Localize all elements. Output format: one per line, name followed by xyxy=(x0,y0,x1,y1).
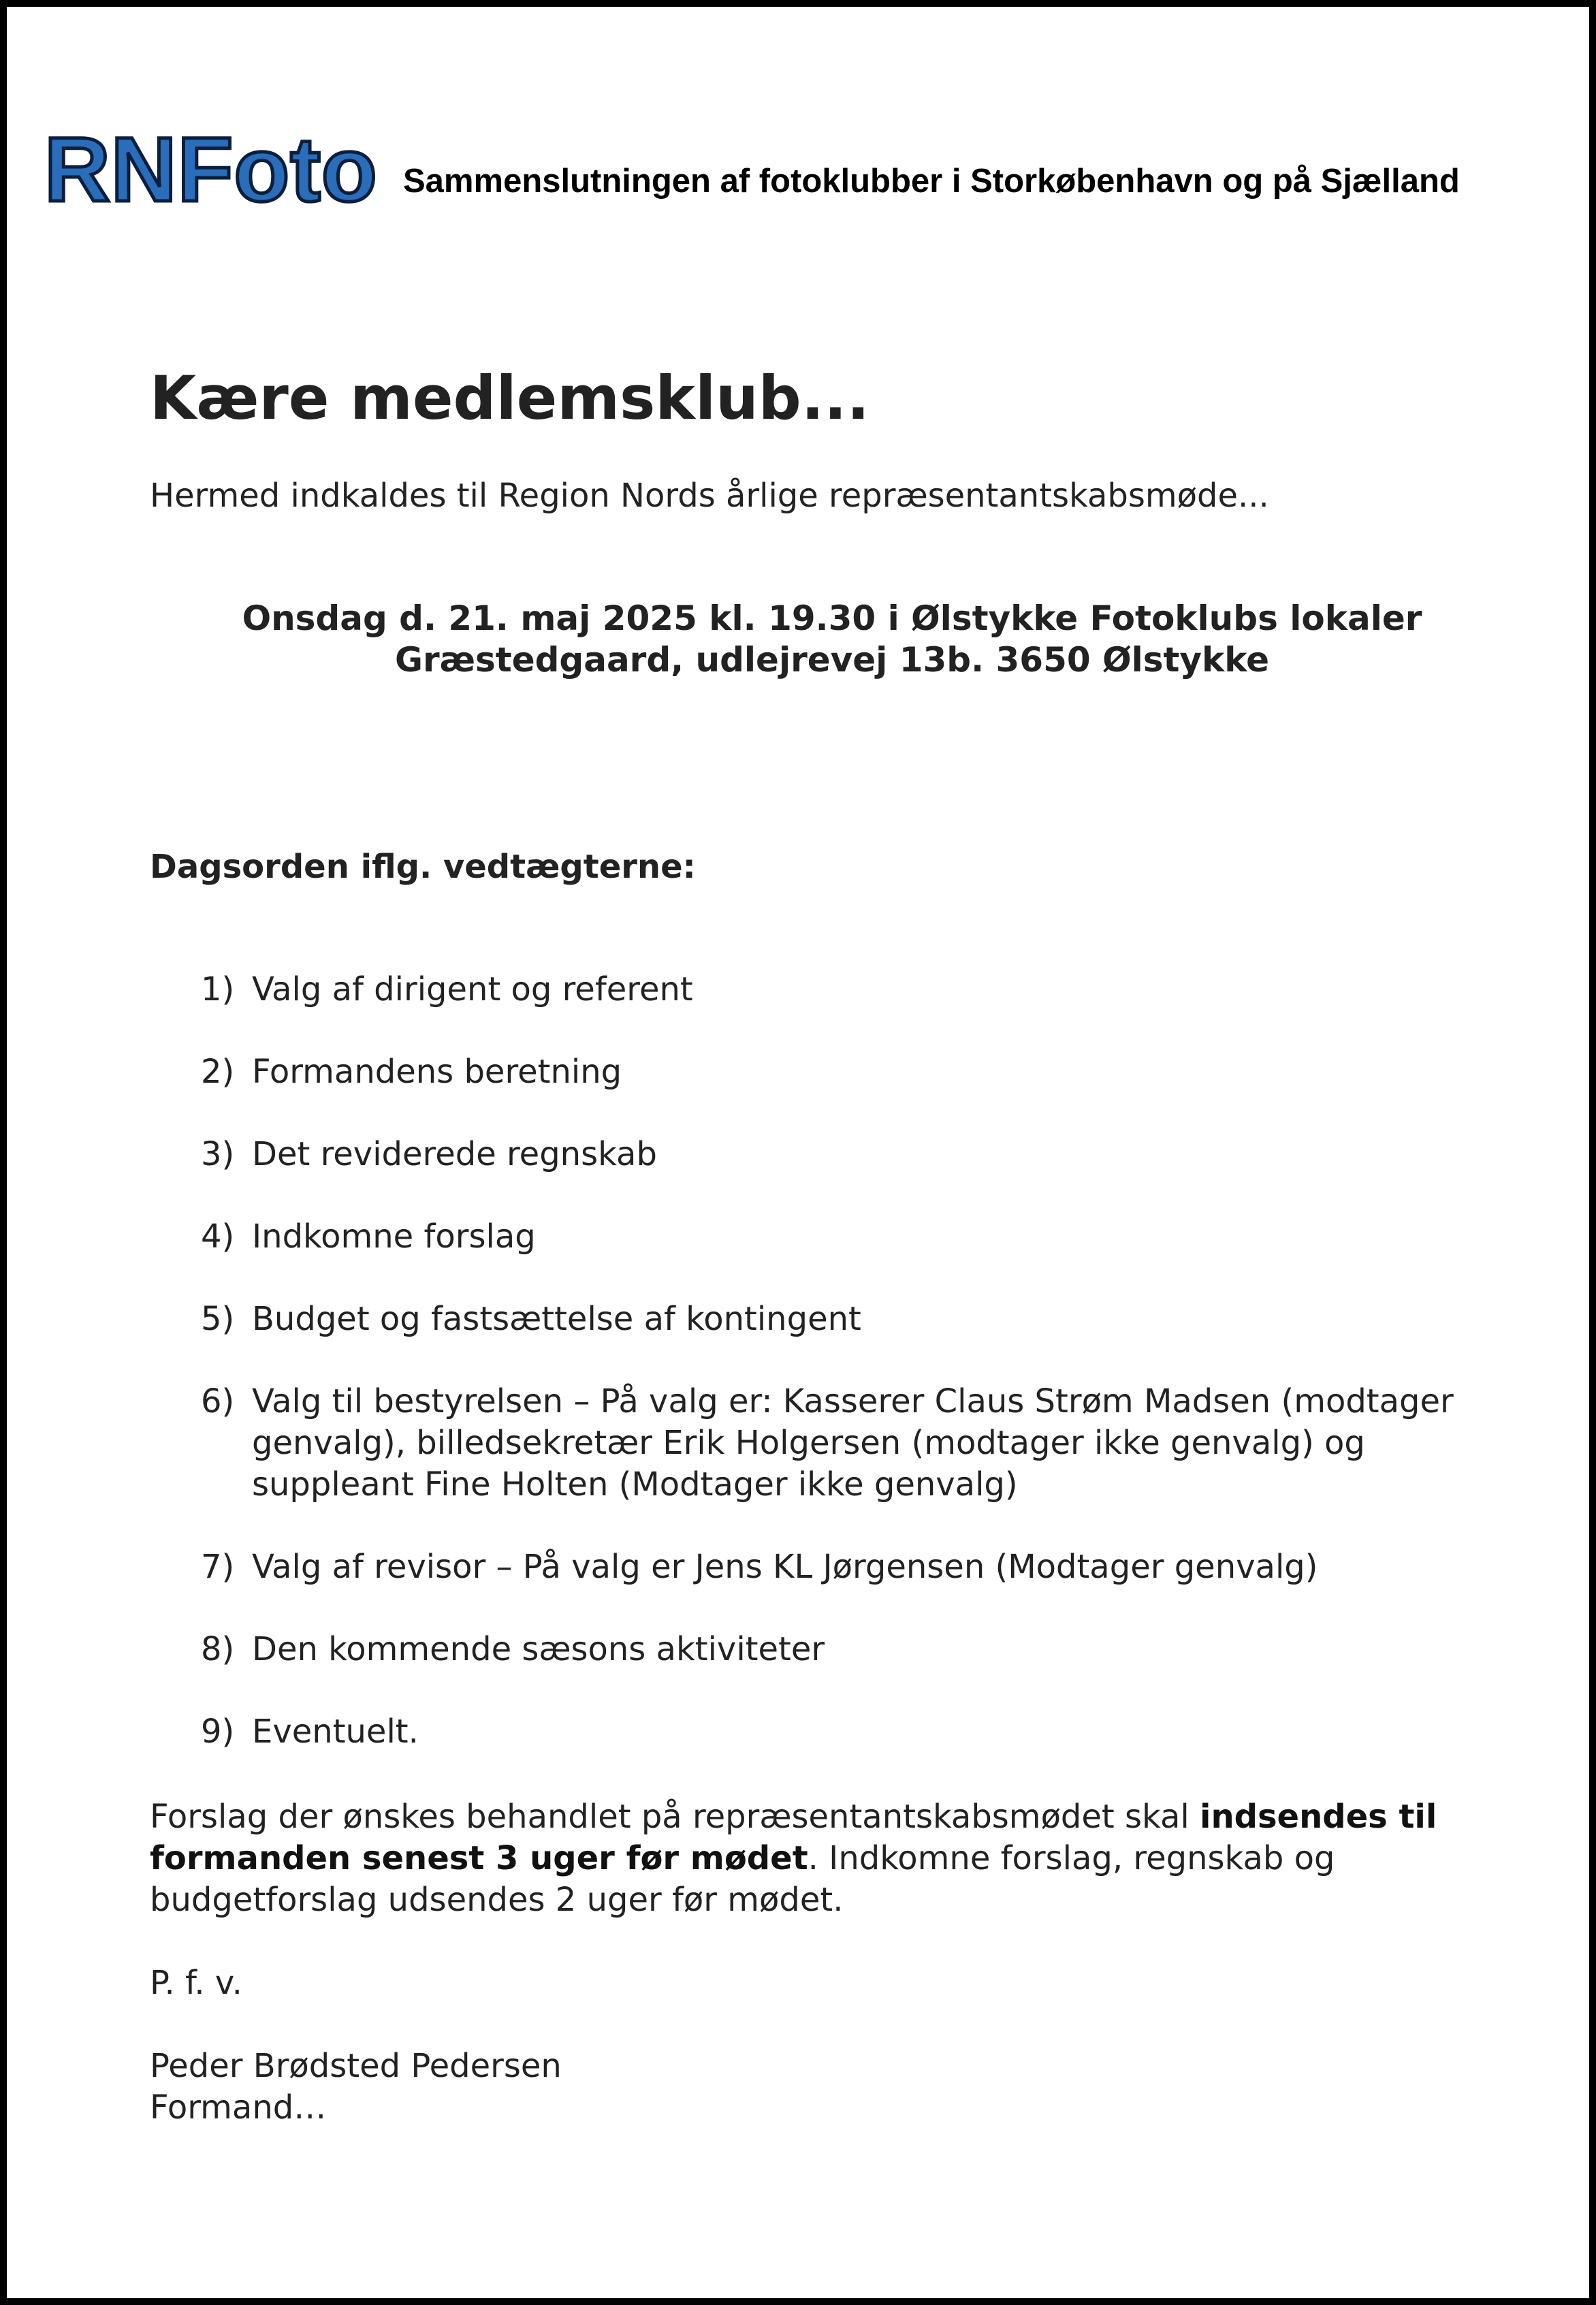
agenda-item xyxy=(150,1546,1525,1588)
agenda-item-number: 1) xyxy=(201,970,235,1008)
agenda-item-number: 2) xyxy=(201,1053,235,1091)
agenda-heading: Dagsorden iflg. vedtægterne: xyxy=(150,848,696,886)
agenda-item xyxy=(150,1134,1525,1175)
agenda-item-number: 9) xyxy=(201,1713,235,1751)
agenda-item-text: Formandens beretning xyxy=(252,1053,622,1091)
closing-paragraph xyxy=(150,1796,1525,1921)
agenda-item-text: Eventuelt. xyxy=(252,1713,419,1751)
rnfoto-logo: RNFoto xyxy=(44,119,378,221)
signer-name: Peder Brødsted Pedersen xyxy=(150,2047,562,2085)
agenda-item xyxy=(150,1629,1525,1670)
agenda-item xyxy=(150,969,1525,1011)
signature-block xyxy=(150,2046,562,2129)
agenda-item-number: 8) xyxy=(201,1630,235,1668)
intro-text: Hermed indkaldes til Region Nords årlige repræsentantskabsmøde... xyxy=(150,477,1269,515)
meeting-address: Græstedgaard, udlejrevej 13b. 3650 Ølstykke xyxy=(394,640,1270,680)
agenda-item xyxy=(150,1051,1525,1093)
closing-text-start: Forslag der ønskes behandlet på repræsentantskabsmødet skal xyxy=(150,1798,1200,1836)
agenda-item-number: 3) xyxy=(201,1135,235,1173)
agenda-item-text: Indkomne forslag xyxy=(252,1218,536,1256)
meeting-details xyxy=(150,598,1514,681)
signer-title: Formand… xyxy=(150,2088,327,2127)
agenda-item-text: Valg af revisor – På valg er Jens KL Jørgensen (Modtager genvalg) xyxy=(252,1548,1318,1586)
agenda-item-number: 4) xyxy=(201,1218,235,1256)
agenda-item xyxy=(150,1299,1525,1340)
agenda-item xyxy=(150,1381,1525,1506)
agenda-item-text: Den kommende sæsons aktiviteter xyxy=(252,1630,825,1668)
agenda-item-number: 6) xyxy=(201,1382,235,1420)
agenda-item xyxy=(150,1216,1525,1258)
organization-tagline: Sammenslutningen af fotoklubber i Storkøbenhavn og på Sjælland xyxy=(403,163,1460,200)
meeting-date-location: Onsdag d. 21. maj 2025 kl. 19.30 i Ølstykke Fotoklubs lokaler xyxy=(242,599,1422,638)
agenda-item xyxy=(150,1711,1525,1753)
agenda-item-text: Valg af dirigent og referent xyxy=(252,970,693,1008)
agenda-item-text: Valg til bestyrelsen – På valg er: Kasserer Claus Strøm Madsen (modtager genvalg), billedsekretær Erik Holgersen (modtager ikke genvalg) og suppleant Fine Holten (Modtager ikke genvalg) xyxy=(252,1382,1454,1504)
closing-text-end: . Indkomne forslag, regnskab og budgetforslag udsendes 2 uger før mødet. xyxy=(150,1839,1335,1919)
closing-deadline-emphasis: indsendes til formanden senest 3 uger før mødet xyxy=(150,1798,1437,1877)
agenda-item-text: Det reviderede regnskab xyxy=(252,1135,657,1173)
agenda-item-number: 5) xyxy=(201,1300,235,1338)
agenda-item-text: Budget og fastsættelse af kontingent xyxy=(252,1300,861,1338)
letter-heading: Kære medlemsklub... xyxy=(150,363,870,433)
on-behalf-of: P. f. v. xyxy=(150,1964,242,2002)
agenda-item-number: 7) xyxy=(201,1548,235,1586)
agenda-list xyxy=(150,969,1525,1794)
